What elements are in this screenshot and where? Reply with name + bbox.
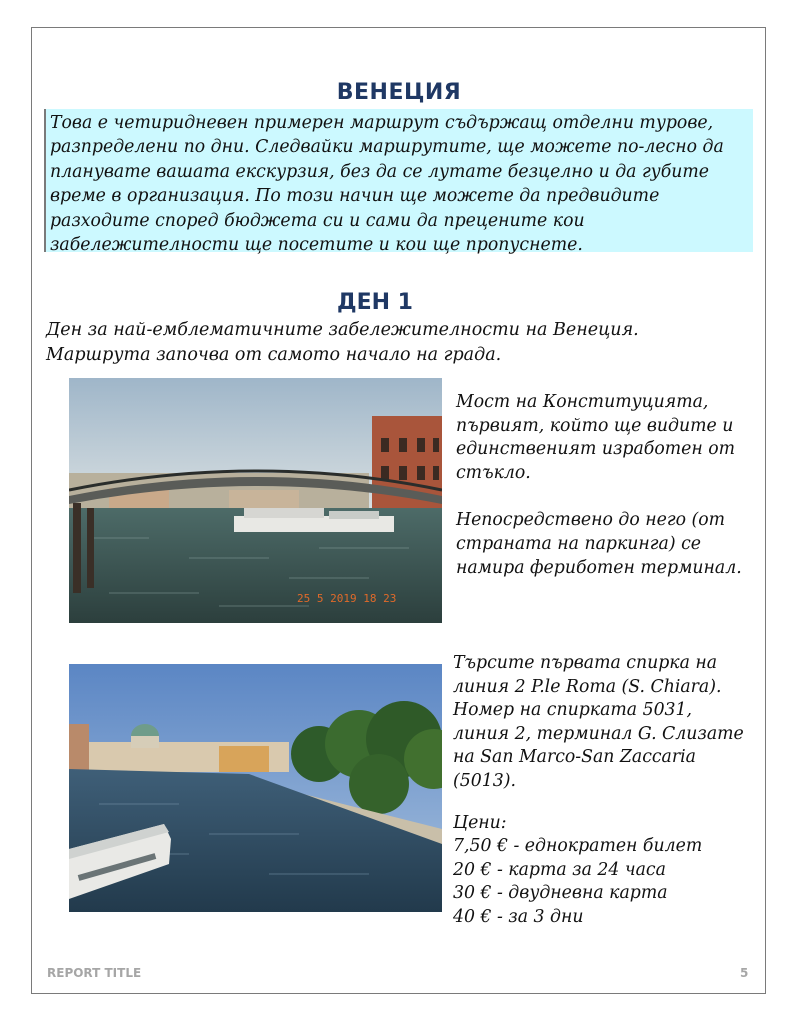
footer-report-title: REPORT TITLE (47, 966, 142, 980)
ferry-text: Непосредствено до него (от страната на паркинга) се намира фериботен терминал. (456, 510, 742, 578)
route-description (453, 652, 753, 930)
grand-canal-photo (69, 664, 442, 912)
photo-date-stamp: 25 5 2019 18 23 (297, 592, 397, 605)
intro-highlight-paragraph: Това е четиридневен примерен маршрут съдържащ отделни турове, разпределени по дни. Следвайки маршрутите, ще можете по-лесно да планувате вашата екскурзия, без да се лутате безцелно и да губите време в организация. По този начин ще можете да предвидите разходите според бюджета си и сами да прецените кои забележителности ще посетите и кои ще пропуснете. (44, 109, 753, 252)
price-item-24h-card: 20 € - карта за 24 часа (453, 859, 666, 880)
footer-page-number: 5 (740, 966, 749, 980)
price-item-single-ticket: 7,50 € - еднократен билет (453, 836, 703, 857)
stop-text: Търсите първата спирка на линия 2 P.le Roma (S. Chiara). Номер на спирката 5031, линия 2, терминал G. Слизате на San Marco-San Zaccaria (5013). (453, 653, 744, 791)
bridge-description (456, 391, 756, 580)
day-1-intro: Ден за най-емблематичните забележителности на Венеция. Маршрута започва от самото начало на града. (46, 320, 639, 365)
constitution-bridge-photo (69, 378, 442, 623)
price-item-3day-card: 40 € - за 3 дни (453, 906, 584, 927)
day-1-heading: ДЕН 1 (336, 290, 413, 315)
prices-label: Цени: (453, 812, 507, 833)
page-title: ВЕНЕЦИЯ (336, 80, 462, 105)
bridge-text: Мост на Конституцията, първият, който ще видите и единственият изработен от стъкло. (456, 392, 736, 483)
price-item-2day-card: 30 € - двудневна карта (453, 883, 668, 904)
